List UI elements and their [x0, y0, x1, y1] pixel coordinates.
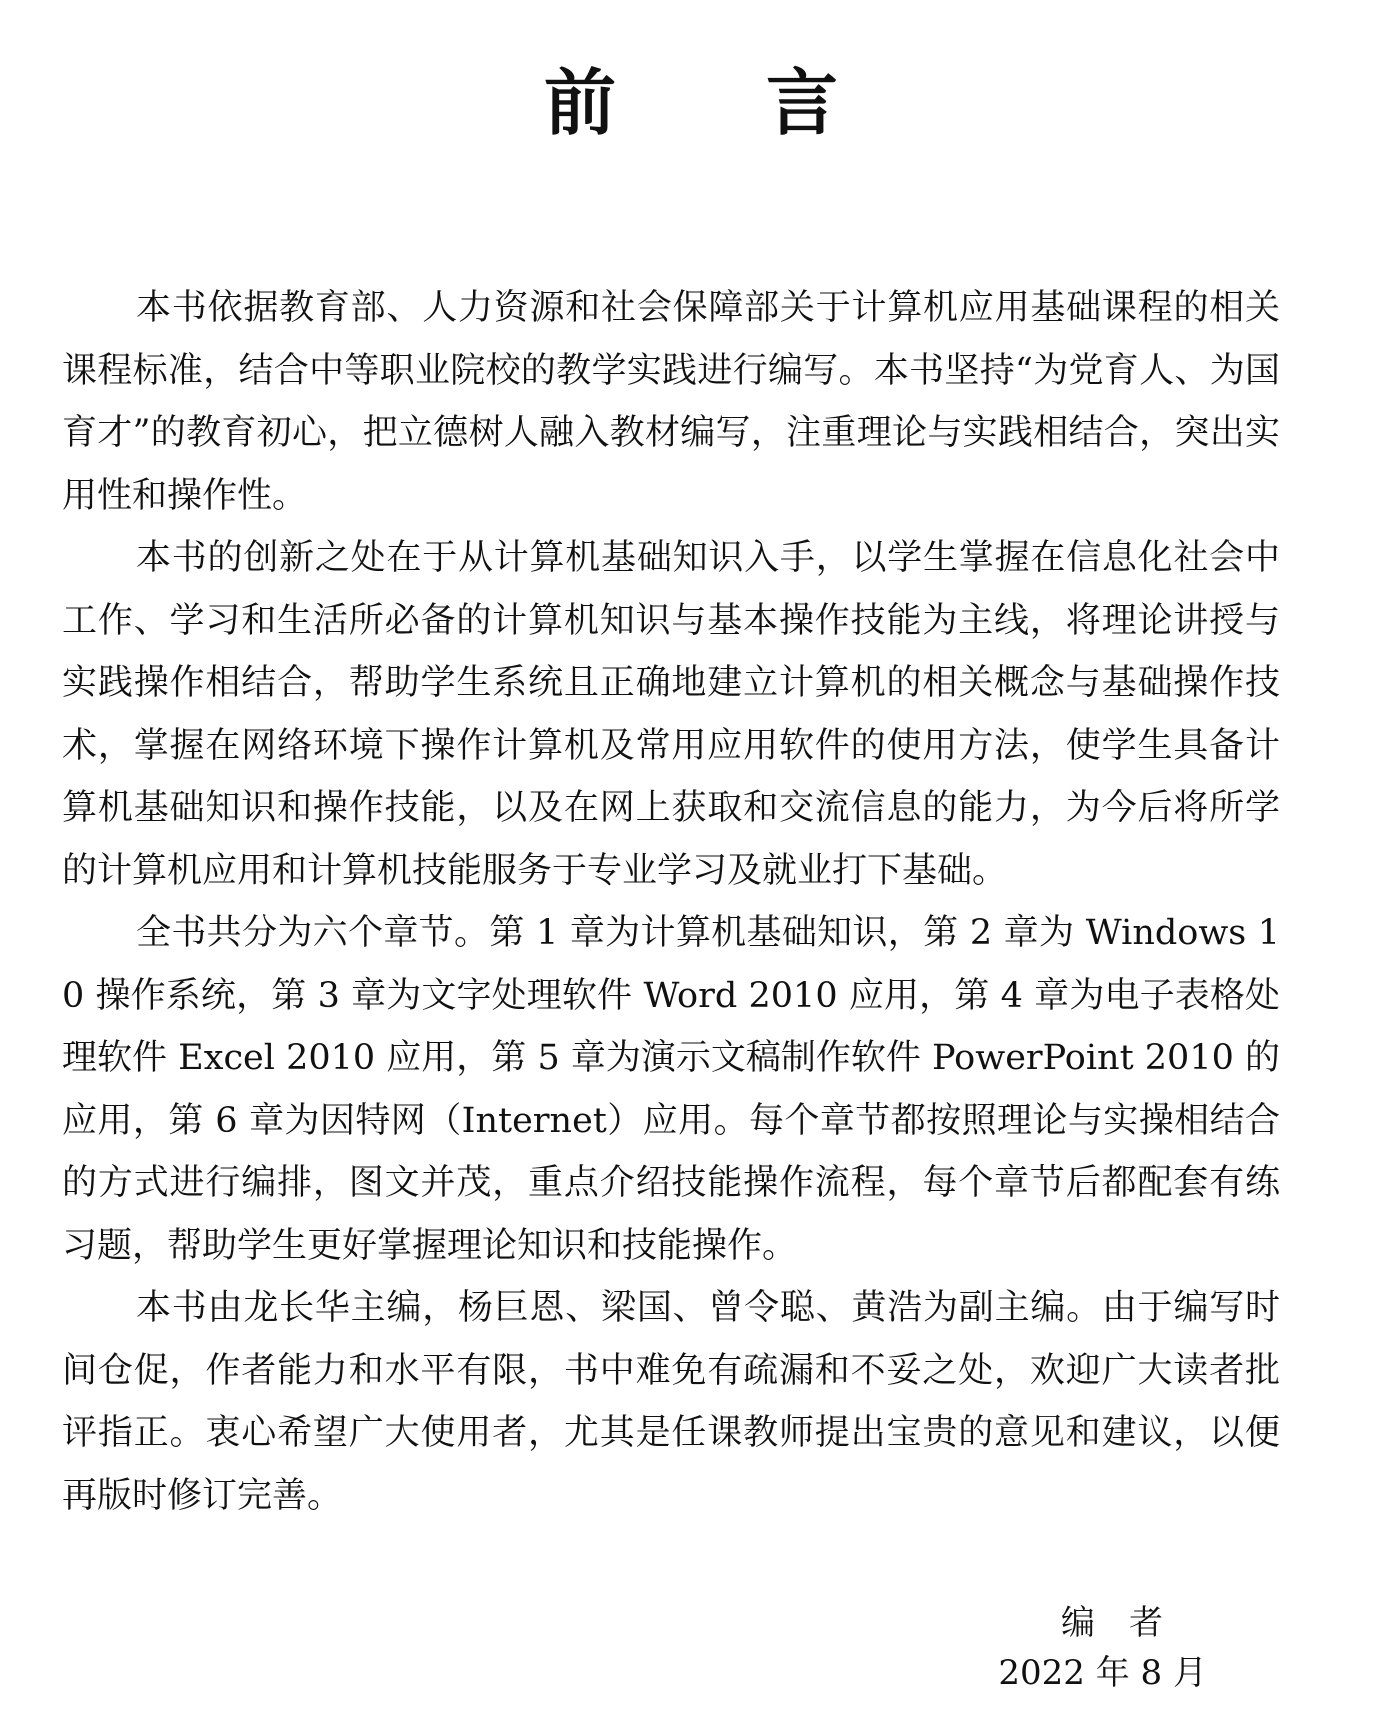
page-title [0, 58, 1382, 148]
paragraph-3: 全书共分为六个章节。第 1 章为计算机基础知识，第 2 章为 Windows 10 操作系统，第 3 章为文字处理软件 Word 2010 应用，第 4 章为电子表格处理软件 Excel 2010 应用，第 5 章为演示文稿制作软件 PowerPoint 2010 的应用，第 6 章为因特网（Internet）应用。每个章节都按照理论与实操相结合的方式进行编排，图文并茂，重点介绍技能操作流程，每个章节后都配套有练习题，帮助学生更好掌握理论知识和技能操作。 [62, 913, 1280, 1266]
signature-date: 2022 年 8 月 [998, 1653, 1207, 1693]
title-char-1: 前 [543, 61, 616, 145]
title-char-2: 言 [766, 61, 839, 145]
signature-editor: 编者 [1061, 1603, 1197, 1643]
paragraph-1: 本书依据教育部、人力资源和社会保障部关于计算机应用基础课程的相关课程标准，结合中等职业院校的教学实践进行编写。本书坚持“为党育人、为国育才”的教育初心，把立德树人融入教材编写，注重理论与实践相结合，突出实用性和操作性。 [62, 288, 1280, 516]
paragraph-2: 本书的创新之处在于从计算机基础知识入手，以学生掌握在信息化社会中工作、学习和生活所必备的计算机知识与基本操作技能为主线，将理论讲授与实践操作相结合，帮助学生系统且正确地建立计算机的相关概念与基础操作技术，掌握在网络环境下操作计算机及常用应用软件的使用方法，使学生具备计算机基础知识和操作技能，以及在网上获取和交流信息的能力，为今后将所学的计算机应用和计算机技能服务于专业学习及就业打下基础。 [62, 538, 1280, 891]
preface-body [62, 277, 1280, 1527]
signature-block [998, 1598, 1207, 1698]
paragraph-4: 本书由龙长华主编，杨巨恩、梁国、曾令聪、黄浩为副主编。由于编写时间仓促，作者能力和水平有限，书中难免有疏漏和不妥之处，欢迎广大读者批评指正。衷心希望广大使用者，尤其是任课教师提出宝贵的意见和建议，以便再版时修订完善。 [62, 1288, 1280, 1516]
